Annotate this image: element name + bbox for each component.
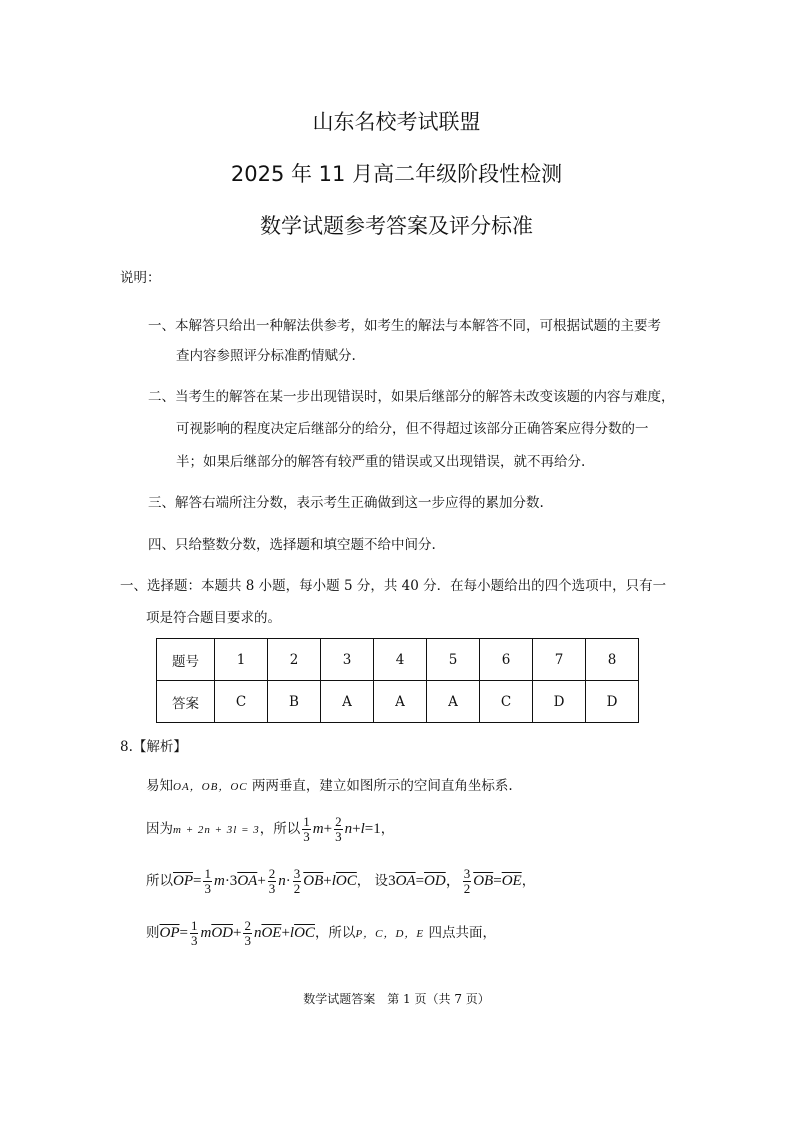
q8-line1	[146, 774, 513, 794]
notes-label: 说明：	[120, 270, 161, 286]
answer-cell: D	[586, 681, 639, 723]
q8-line3-text-a: 所以	[146, 873, 173, 889]
question-number-cell: 6	[480, 639, 533, 681]
note-2-line1: 二、当考生的解答在某一步出现错误时，如果后继部分的解答未改变该题的内容与难度，	[148, 389, 675, 405]
q8-line4-formula: $\overline{OP}=$ $\frac{1}{3}$ $m\overline{OD}+$ $\frac{2}{3}$ $n\overline{OE}+l\overline{OC}$	[159, 918, 315, 949]
q8-line2	[146, 814, 394, 845]
answer-cell: B	[268, 681, 321, 723]
question-number-cell: 2	[268, 639, 321, 681]
q8-line4-text-c: 四点共面，	[424, 925, 496, 941]
q8-line1-text-a: 易知	[146, 778, 173, 794]
exam-title: 2025 年 11 月高二年级阶段性检测	[230, 162, 563, 186]
answer-cell: C	[480, 681, 533, 723]
answer-cell: A	[374, 681, 427, 723]
table-header-cell: 答案	[157, 681, 215, 723]
question-number-cell: 7	[533, 639, 586, 681]
q8-line3	[146, 866, 535, 896]
question-number-cell: 8	[586, 639, 639, 681]
answer-cell: C	[215, 681, 268, 723]
answer-cell: A	[321, 681, 374, 723]
q8-line2-text-a: 因为	[146, 821, 173, 837]
question-number-cell: 5	[427, 639, 480, 681]
page-footer: 数学试题答案 第 1 页（共 7 页）	[303, 992, 490, 1006]
table-header-cell: 题号	[157, 639, 215, 681]
note-1-line1: 一、本解答只给出一种解法供参考，如考生的解法与本解答不同，可根据试题的主要考	[148, 318, 661, 334]
section1-line2: 项是符合题目要求的。	[146, 610, 281, 626]
table-row	[157, 639, 639, 681]
q8-heading: 8.【解析】	[120, 739, 187, 755]
document-title: 数学试题参考答案及评分标准	[260, 214, 533, 238]
note-3: 三、解答右端所注分数，表示考生正确做到这一步应得的累加分数.	[148, 495, 544, 511]
q8-line4-text-a: 则	[146, 925, 160, 941]
question-number-cell: 3	[321, 639, 374, 681]
q8-line1-vars: OA，OB，OC	[173, 781, 248, 793]
q8-line3-text-b: ， 设	[356, 873, 389, 889]
q8-line3-formula-2: $3\overline{OA}=\overline{OD}$， $\frac{3}{2}$ $\overline{OB}=\overline{OE}$	[388, 866, 522, 897]
note-2-line3: 半；如果后继部分的解答有较严重的错误或又出现错误，就不再给分.	[176, 454, 586, 470]
q8-line3-formula-1: $\overline{OP}=$ $\frac{1}{3}$ $m\cdot 3\overline{OA}+$ $\frac{2}{3}$ n· $\frac{3}{2}$ $\overline{OB}+l\overline{OC}$	[173, 866, 357, 897]
q8-line2-end: ，	[380, 821, 395, 837]
section1-line1: 一、选择题：本题共 8 小题，每小题 5 分，共 40 分．在每小题给出的四个选项中，只有一	[120, 578, 667, 594]
answer-table	[156, 638, 639, 723]
answer-cell: D	[533, 681, 586, 723]
exam-union-title: 山东名校考试联盟	[312, 110, 481, 134]
answer-cell: A	[427, 681, 480, 723]
q8-line3-end: ，	[521, 873, 536, 889]
q8-line4	[146, 918, 496, 949]
q8-line2-text-b: ，所以	[259, 821, 301, 837]
q8-line4-text-b: ，所以	[314, 925, 356, 941]
q8-line2-eq: m + 2n + 3l = 3	[173, 824, 260, 836]
note-4: 四、只给整数分数，选择题和填空题不给中间分.	[148, 537, 436, 553]
question-number-cell: 1	[215, 639, 268, 681]
table-row	[157, 681, 639, 723]
note-2-line2: 可视影响的程度决定后继部分的给分，但不得超过该部分正确答案应得分数的一	[176, 421, 649, 437]
question-number-cell: 4	[374, 639, 427, 681]
note-1-line2: 查内容参照评分标准酌情赋分.	[176, 348, 356, 364]
q8-line2-formula: $\frac{1}{3}$ m+ $\frac{2}{3}$ n+l=1	[303, 814, 381, 845]
q8-line4-vars: P，C，D，E	[355, 928, 425, 940]
q8-line1-text-b: 两两垂直，建立如图所示的空间直角坐标系.	[247, 778, 513, 794]
